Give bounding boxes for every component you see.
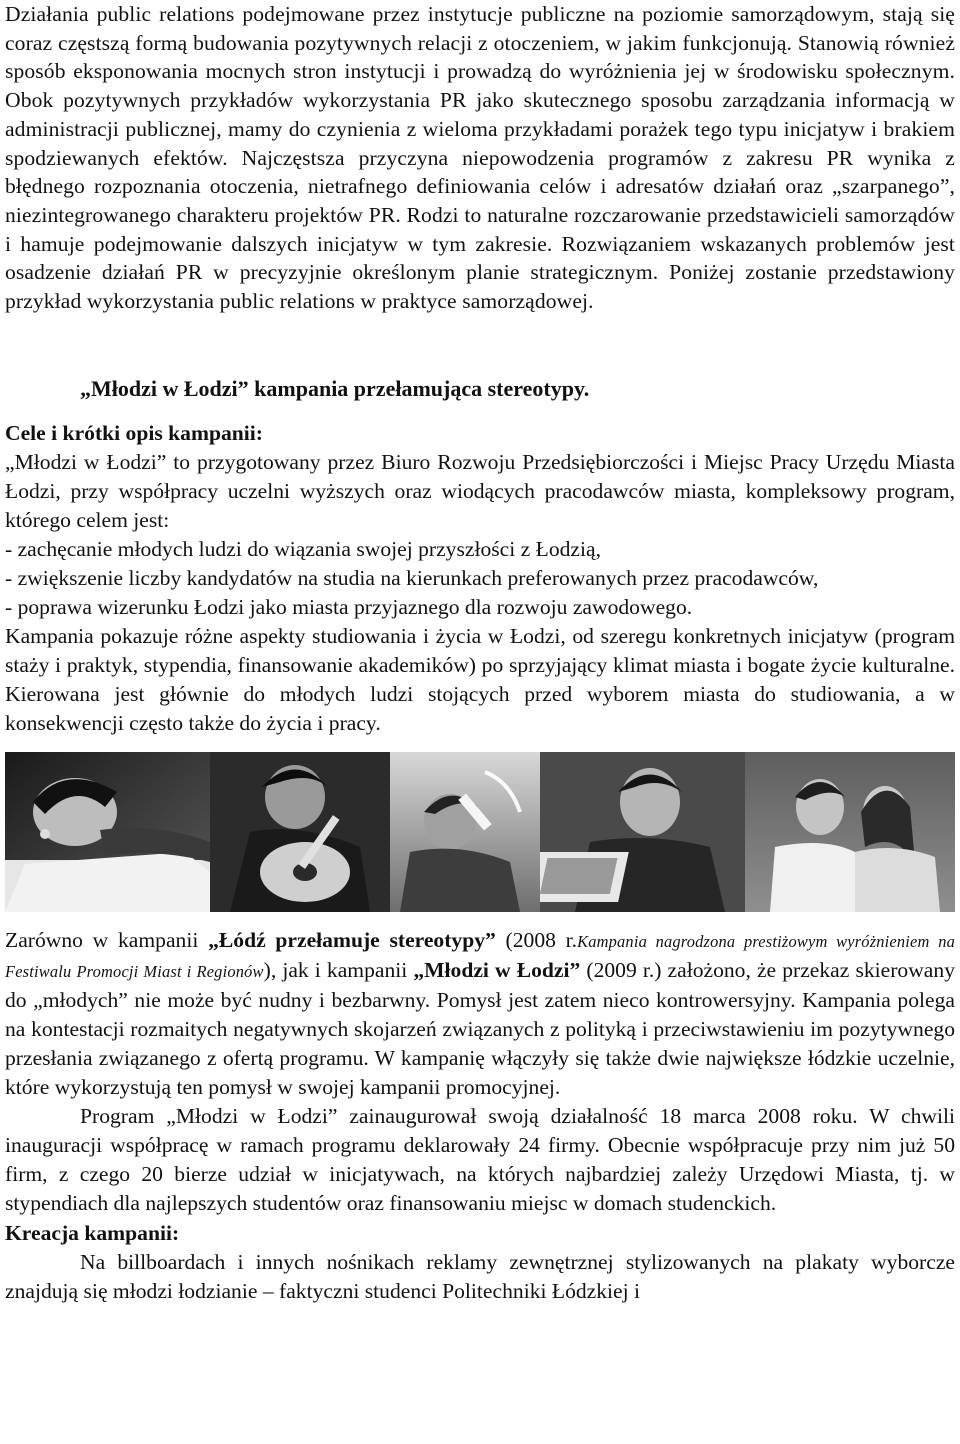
creation-heading: Kreacja kampanii: xyxy=(5,1220,180,1245)
campaigns-text-part: (2009 r.) założono, że przekaz skierowany do „młodych” nie może być nudny i bezbarwny. Pomysł jest zatem nieco kontrowersyjny. Kampania polega na kontestacji rozmaitych negatywnych skojarzeń związanych z polityką i przeciwstawieniu im pozytywnego przesłania związanego z ofertą programu. W kampanię włączyły się także dwie największe łódzkie uczelnie, które wykorzystują ten pomysł w swojej kampanii promocyjnej. xyxy=(5,957,955,1099)
campaign-title: „Młodzi w Łodzi” kampania przełamująca stereotypy. xyxy=(80,375,590,401)
document-page xyxy=(5,0,955,1306)
campaigns-text-part: (2008 r. xyxy=(495,927,578,952)
goal-item: - zachęcanie młodych ludzi do wiązania swojej przyszłości z Łodzią, xyxy=(5,536,601,561)
photo-student-laptop xyxy=(540,752,745,912)
intro-paragraph: Działania public relations podejmowane przez instytucje publiczne na poziomie samorządowym, stają się coraz częstszą formą budowania pozytywnych relacji z otoczeniem, w jakim funkcjonują. Stanowią również sposób eksponowania mocnych stron instytucji i prowadzą do wyróżnienia jej w środowisku społecznym. Obok pozytywnych przykładów wykorzystania PR jako skutecznego sposobu zarządzania informacją w administracji publicznej, mamy do czynienia z wieloma przykładami porażek tego typu inicjatyw i brakiem spodziewanych efektów. Najczęstsza przyczyna niepowodzenia programów z zakresu PR wynika z błędnego rozpoznania otoczenia, nietrafnego definiowania celów i adresatów działań oraz „szarpanego”, niezintegrowanego charakteru projektów PR. Rodzi to naturalne rozczarowanie przedstawicieli samorządów i hamuje podejmowanie dalszych inicjatyw w tym zakresie. Rozwiązaniem wskazanych problemów jest osadzenie działań PR w precyzyjnie określonym planie strategicznym. Poniżej zostanie przedstawiony przykład wykorzystania public relations w praktyce samorządowej. xyxy=(5,2,955,314)
photo-couple-outdoors xyxy=(745,752,955,912)
award-note: Kampania nagrodzona prestiżowym wyróżnieniem na Festiwalu Promocji Miast i Regionów xyxy=(5,931,955,981)
campaign-description-paragraph: Kampania pokazuje różne aspekty studiowania i życia w Łodzi, od szeregu konkretnych inicjatyw (program staży i praktyk, stypendia, finansowanie akademików) po sprzyjający klimat miasta i bogate życie kulturalne. Kierowana jest głównie do młodych ludzi stojących przed wyborem miasta do studiowania, a w konsekwencji często także do życia i pracy. xyxy=(5,623,955,735)
campaigns-text-part: ), jak i kampanii xyxy=(263,957,414,982)
campaigns-paragraph xyxy=(5,926,955,1102)
program-paragraph: Program „Młodzi w Łodzi” zainaugurował swoją działalność 18 marca 2008 roku. W chwili inauguracji współpracę w ramach programu deklarowały 24 firmy. Obecnie współpracuje przy nim już 50 firm, z czego 20 bierze udział w inicjatywach, na których najbardziej zależy Urzędowi Miasta, tj. w stypendiach dla najlepszych studentów oraz finansowaniu miejsc w domach studenckich. xyxy=(5,1103,955,1215)
goals-heading: Cele i krótki opis kampanii: xyxy=(5,420,263,445)
campaign-photo-strip xyxy=(5,752,955,912)
campaigns-text-part: Zarówno w kampanii xyxy=(5,927,209,952)
goal-item: - zwiększenie liczby kandydatów na studia na kierunkach preferowanych przez pracodawców, xyxy=(5,565,819,590)
goals-lead-paragraph: „Młodzi w Łodzi” to przygotowany przez Biuro Rozwoju Przedsiębiorczości i Miejsc Pracy Urzędu Miasta Łodzi, przy współpracy uczelni wyższych oraz wiodących pracodawców miasta, kompleksowy program, którego celem jest: xyxy=(5,449,955,532)
photo-student-lying-headphones xyxy=(5,752,210,912)
photo-student-with-guitar xyxy=(210,752,390,912)
goal-item: - poprawa wizerunku Łodzi jako miasta przyjaznego dla rozwoju zawodowego. xyxy=(5,594,693,619)
photo-student-drinking xyxy=(390,752,540,912)
campaign-name-2009: „Młodzi w Łodzi” xyxy=(413,957,581,982)
campaign-name-2008: „Łódź przełamuje stereotypy” xyxy=(208,927,496,952)
creation-paragraph: Na billboardach i innych nośnikach reklamy zewnętrznej stylizowanych na plakaty wyborcze znajdują się młodzi łodzianie – faktyczni studenci Politechniki Łódzkiej i xyxy=(5,1249,955,1303)
